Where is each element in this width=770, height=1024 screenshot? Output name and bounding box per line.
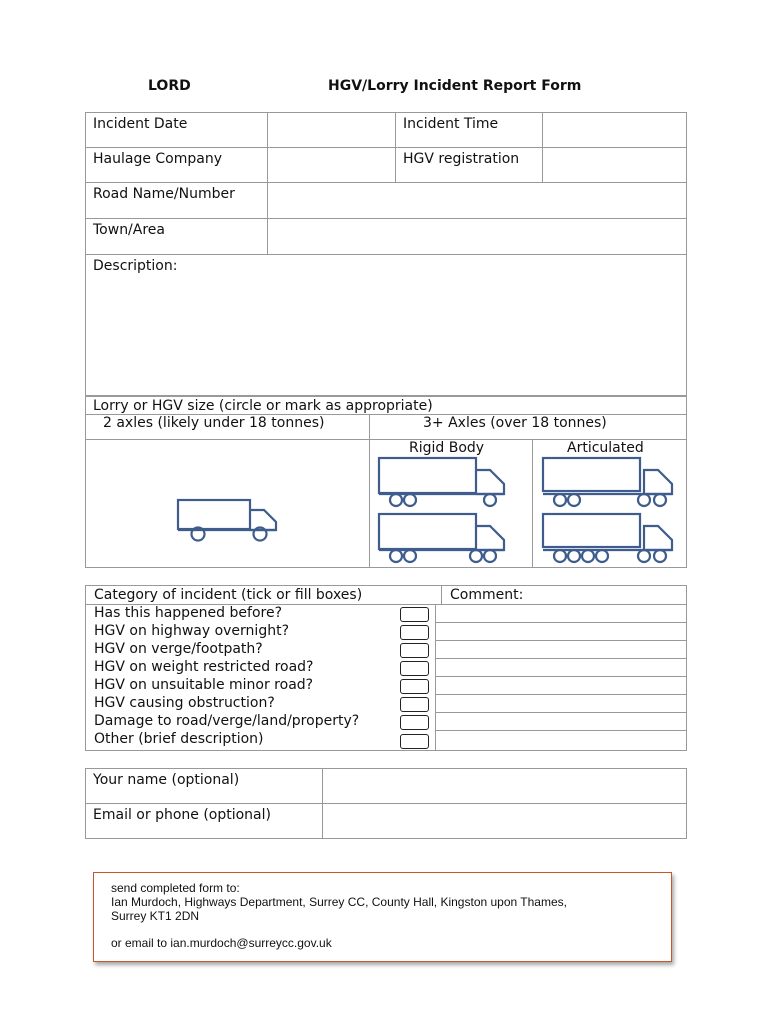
town-area-field[interactable] bbox=[268, 219, 687, 255]
hgv-registration-field[interactable] bbox=[543, 148, 687, 183]
category-item-label: HGV on verge/footpath? bbox=[94, 641, 263, 657]
overnight-checkbox[interactable] bbox=[400, 625, 429, 640]
your-name-label: Your name (optional) bbox=[86, 769, 323, 804]
comment-label: Comment: bbox=[450, 587, 524, 603]
articulated-three-axle-lorry-icon[interactable] bbox=[540, 455, 680, 509]
category-item-label: Other (brief description) bbox=[94, 731, 264, 747]
send-email[interactable]: or email to ian.murdoch@surreycc.gov.uk bbox=[111, 936, 332, 950]
category-heading: Category of incident (tick or fill boxes) bbox=[94, 587, 363, 603]
page-title: HGV/Lorry Incident Report Form bbox=[328, 78, 582, 94]
road-name-label: Road Name/Number bbox=[86, 183, 268, 219]
articulated-six-axle-lorry-icon[interactable] bbox=[540, 511, 680, 567]
town-area-label: Town/Area bbox=[86, 219, 268, 255]
two-axle-lorry-icon[interactable] bbox=[176, 497, 282, 545]
category-item-label: HGV on weight restricted road? bbox=[94, 659, 314, 675]
email-phone-field[interactable] bbox=[323, 804, 687, 839]
articulated-label: Articulated bbox=[567, 440, 644, 456]
email-phone-label: Email or phone (optional) bbox=[86, 804, 323, 839]
org-label: LORD bbox=[148, 78, 191, 94]
rigid-body-label: Rigid Body bbox=[409, 440, 485, 456]
incident-category-section bbox=[85, 585, 687, 751]
lorry-size-section bbox=[85, 396, 687, 568]
your-name-field[interactable] bbox=[323, 769, 687, 804]
incident-date-field[interactable] bbox=[268, 113, 396, 148]
category-item-label: HGV on highway overnight? bbox=[94, 623, 289, 639]
incident-details-table bbox=[85, 112, 687, 396]
category-item-label: Damage to road/verge/land/property? bbox=[94, 713, 360, 729]
category-item-label: Has this happened before? bbox=[94, 605, 282, 621]
contact-table bbox=[85, 768, 687, 839]
send-heading: send completed form to: bbox=[111, 881, 240, 895]
incident-date-label: Incident Date bbox=[86, 113, 268, 148]
description-field[interactable] bbox=[86, 255, 687, 396]
road-name-field[interactable] bbox=[268, 183, 687, 219]
incident-time-field[interactable] bbox=[543, 113, 687, 148]
rigid-four-axle-lorry-icon[interactable] bbox=[376, 511, 510, 567]
category-item-label: HGV causing obstruction? bbox=[94, 695, 275, 711]
verge-footpath-checkbox[interactable] bbox=[400, 643, 429, 658]
rigid-three-axle-lorry-icon[interactable] bbox=[376, 455, 510, 509]
hgv-registration-label: HGV registration bbox=[396, 148, 543, 183]
unsuitable-road-checkbox[interactable] bbox=[400, 679, 429, 694]
incident-time-label: Incident Time bbox=[396, 113, 543, 148]
three-axles-label: 3+ Axles (over 18 tonnes) bbox=[423, 415, 607, 431]
category-item-label: HGV on unsuitable minor road? bbox=[94, 677, 314, 693]
description-label: Description: bbox=[93, 258, 178, 274]
weight-restricted-checkbox[interactable] bbox=[400, 661, 429, 676]
haulage-company-label: Haulage Company bbox=[86, 148, 268, 183]
lorry-size-heading: Lorry or HGV size (circle or mark as appropriate) bbox=[93, 398, 433, 414]
two-axles-label: 2 axles (likely under 18 tonnes) bbox=[103, 415, 325, 431]
obstruction-checkbox[interactable] bbox=[400, 697, 429, 712]
haulage-company-field[interactable] bbox=[268, 148, 396, 183]
has-happened-before-checkbox[interactable] bbox=[400, 607, 429, 622]
other-checkbox[interactable] bbox=[400, 734, 429, 749]
send-instructions-box bbox=[93, 872, 672, 962]
damage-checkbox[interactable] bbox=[400, 715, 429, 730]
send-address-line2: Surrey KT1 2DN bbox=[111, 909, 200, 923]
send-address-line1: Ian Murdoch, Highways Department, Surrey CC, County Hall, Kingston upon Thames, bbox=[111, 895, 567, 909]
